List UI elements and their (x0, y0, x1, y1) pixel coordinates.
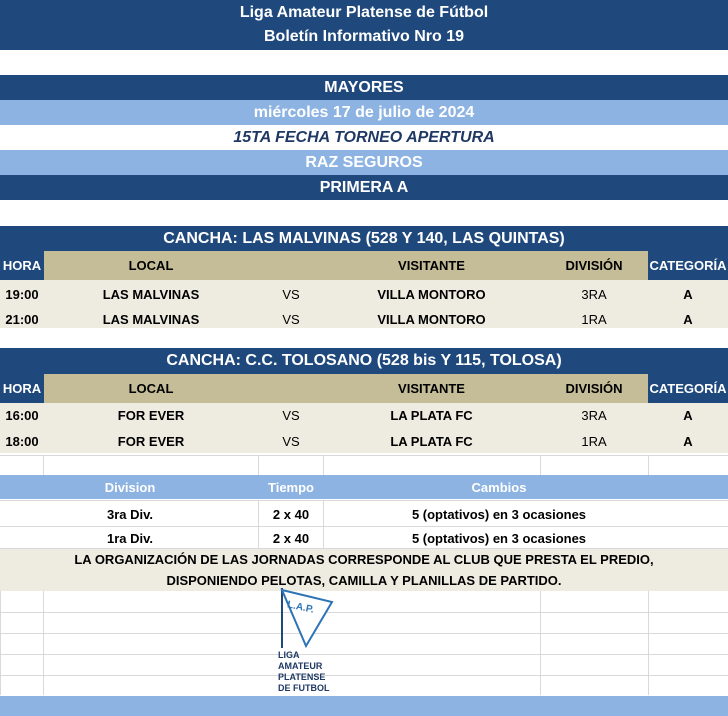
match-category: A (683, 286, 693, 302)
category-title: MAYORES (0, 75, 728, 100)
grid-line (0, 675, 728, 676)
rules-time: 2 x 40 (272, 507, 310, 522)
match-local: LAS MALVINAS (102, 286, 200, 302)
col-hora: HORA (0, 251, 44, 280)
match-time: 21:00 (5, 311, 39, 327)
grid-line (648, 455, 649, 475)
col-categoria: CATEGORÍA (648, 251, 728, 280)
rules-col-changes: Cambios (471, 479, 527, 495)
header-banner (0, 0, 728, 50)
venue-title: CANCHA: C.C. TOLOSANO (528 bis Y 115, TOLOSA) (0, 348, 728, 374)
grid-line (0, 654, 728, 655)
col-visitante: VISITANTE (398, 381, 465, 396)
match-local: FOR EVER (117, 433, 185, 449)
rules-division: 3ra Div. (106, 507, 153, 522)
league-title: Liga Amateur Platense de Fútbol (239, 4, 489, 21)
grid-line (540, 591, 541, 695)
logo-line-1: LIGA (278, 650, 300, 660)
flag-pennant (282, 590, 332, 646)
logo-line-4: DE FUTBOL (278, 683, 330, 693)
match-time: 19:00 (5, 286, 39, 302)
rules-col-time: Tiempo (268, 479, 314, 495)
match-vs: VS (282, 408, 300, 423)
grid-line (323, 500, 324, 549)
rules-time: 2 x 40 (272, 530, 310, 546)
match-vs: VS (282, 286, 300, 302)
grid-line (0, 526, 728, 527)
col-local: LOCAL (128, 258, 174, 273)
match-category: A (683, 311, 693, 327)
match-vs: VS (282, 311, 300, 327)
match-visitor: LA PLATA FC (390, 408, 473, 423)
match-block (0, 280, 728, 328)
grid-line (323, 455, 324, 475)
round-title: 15TA FECHA TORNEO APERTURA (0, 125, 728, 150)
col-division: DIVISIÓN (565, 381, 623, 396)
notice (0, 549, 728, 591)
match-division: 3RA (581, 286, 607, 302)
rules-changes: 5 (optativos) en 3 ocasiones (411, 530, 587, 546)
lap-flag-logo (276, 588, 336, 648)
grid-line (258, 500, 259, 549)
grid-line (0, 500, 728, 501)
grid-line (258, 455, 259, 475)
grid-line (0, 591, 1, 695)
rules-changes: 5 (optativos) en 3 ocasiones (411, 507, 587, 522)
match-local: FOR EVER (117, 408, 185, 423)
logo-text (278, 650, 330, 694)
grid-line (540, 455, 541, 475)
grid-line (0, 633, 728, 634)
match-division: 1RA (581, 433, 607, 449)
match-category: A (683, 408, 693, 423)
match-division: 3RA (581, 408, 607, 423)
grid-line (43, 455, 44, 475)
sponsor-title: RAZ SEGUROS (0, 150, 728, 175)
spacer (0, 50, 728, 75)
rules-header (0, 475, 728, 499)
rules-division: 1ra Div. (106, 530, 153, 546)
bulletin-subtitle: Boletín Informativo Nro 19 (263, 28, 465, 45)
notice-line-2: DISPONIENDO PELOTAS, CAMILLA Y PLANILLAS DE PARTIDO. (166, 573, 562, 588)
rules-row (0, 527, 728, 549)
match-visitor: LA PLATA FC (390, 433, 473, 449)
grid-line (0, 455, 728, 456)
table-header (0, 251, 728, 280)
col-visitante: VISITANTE (398, 258, 465, 273)
match-time: 18:00 (5, 433, 39, 449)
grid-line (43, 591, 44, 695)
match-division: 1RA (581, 311, 607, 327)
match-local: LAS MALVINAS (102, 311, 200, 327)
table-header (0, 374, 728, 403)
match-date: miércoles 17 de julio de 2024 (0, 100, 728, 125)
grid-line (0, 548, 728, 549)
match-visitor: VILLA MONTORO (377, 311, 486, 327)
rules-col-division: Division (104, 479, 156, 495)
footer-bar (0, 696, 728, 716)
grid-line (648, 591, 649, 695)
col-categoria: CATEGORÍA (648, 374, 728, 403)
logo-line-3: PLATENSE (278, 672, 326, 682)
col-local: LOCAL (128, 381, 174, 396)
match-category: A (683, 433, 693, 449)
notice-line-1: LA ORGANIZACIÓN DE LAS JORNADAS CORRESPONDE AL CLUB QUE PRESTA EL PREDIO, (74, 552, 654, 567)
match-vs: VS (282, 433, 300, 449)
division-title: PRIMERA A (0, 175, 728, 200)
rules-row (0, 502, 728, 527)
flag-text: L.A.P. (286, 599, 315, 616)
grid-line (0, 612, 728, 613)
match-visitor: VILLA MONTORO (377, 286, 486, 302)
match-time: 16:00 (5, 408, 39, 423)
match-block (0, 403, 728, 453)
col-division: DIVISIÓN (565, 258, 623, 273)
venue-title: CANCHA: LAS MALVINAS (528 Y 140, LAS QUINTAS) (0, 226, 728, 251)
logo-line-2: AMATEUR (278, 661, 323, 671)
col-hora: HORA (0, 374, 44, 403)
